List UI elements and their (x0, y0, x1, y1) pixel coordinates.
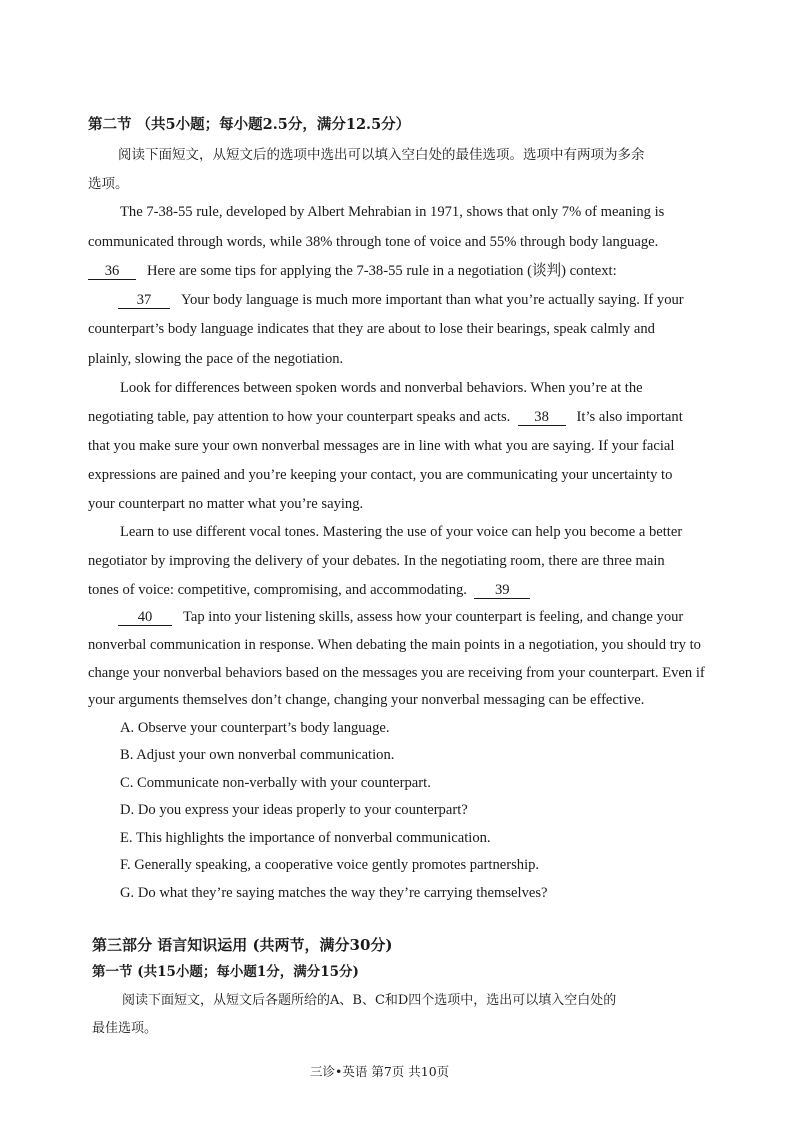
passage-line: your arguments themselves don’t change, changing your nonverbal messaging can be effective. (88, 692, 645, 708)
passage-line: plainly, slowing the pace of the negotiation. (88, 351, 344, 367)
section2-instruction-line1: 阅读下面短文，从短文后的选项中选出可以填入空白处的最佳选项。选项中有两项为多余 (118, 147, 645, 163)
option-e: E. This highlights the importance of nonverbal communication. (120, 830, 491, 846)
section2-instruction-line2: 选项。 (88, 176, 129, 192)
passage-line: expressions are pained and you’re keeping your contact, you are communicating your uncertainty to (88, 467, 673, 483)
passage-line-39 (88, 581, 530, 599)
blank-37: 37 (118, 292, 170, 309)
passage-line-38 (88, 408, 683, 426)
part3-instruction-line1: 阅读下面短文，从短文后各题所给的A、B、C和D四个选项中，选出可以填入空白处的 (122, 993, 617, 1008)
passage-line: negotiator by improving the delivery of your debates. In the negotiating room, there are three main (88, 553, 665, 569)
passage-line: nonverbal communication in response. When debating the main points in a negotiation, you should try to (88, 637, 701, 653)
passage-text: Your body language is much more important than what you’re actually saying. If your (180, 292, 684, 308)
section2-heading: 第二节 （共5小题；每小题2.5分，满分12.5分） (88, 116, 411, 133)
passage-text: Here are some tips for applying the 7-38-55 rule in a negotiation (谈判) context: (146, 263, 617, 279)
passage-line-36 (88, 262, 617, 280)
passage-text: tones of voice: competitive, compromising, and accommodating. (88, 582, 467, 598)
part3-instruction-line2: 最佳选项。 (92, 1021, 158, 1036)
passage-line: that you make sure your own nonverbal messages are in line with what you are saying. If your facial (88, 438, 675, 454)
passage-text: It’s also important (576, 409, 683, 425)
passage-line-37 (118, 291, 684, 309)
passage-line-40 (118, 608, 683, 626)
page-footer: 三诊•英语 第7页 共10页 (310, 1064, 450, 1079)
passage-text: Tap into your listening skills, assess how your counterpart is feeling, and change your (182, 609, 684, 625)
part3-heading: 第三部分 语言知识运用 (共两节，满分30分) (92, 936, 393, 954)
option-c: C. Communicate non-verbally with your counterpart. (120, 775, 431, 791)
option-f: F. Generally speaking, a cooperative voice gently promotes partnership. (120, 857, 540, 873)
passage-line: your counterpart no matter what you’re saying. (88, 496, 364, 512)
option-d: D. Do you express your ideas properly to your counterpart? (120, 802, 468, 818)
blank-38: 38 (518, 409, 566, 426)
blank-40: 40 (118, 609, 172, 626)
passage-line: change your nonverbal behaviors based on the messages you are receiving from your counterpart. Even if (88, 665, 705, 681)
passage-line: The 7-38-55 rule, developed by Albert Mehrabian in 1971, shows that only 7% of meaning is (120, 204, 665, 220)
passage-line: Learn to use different vocal tones. Mastering the use of your voice can help you become a better (120, 524, 683, 540)
passage-line: Look for differences between spoken words and nonverbal behaviors. When you’re at the (120, 380, 643, 396)
passage-text: negotiating table, pay attention to how your counterpart speaks and acts. (88, 409, 511, 425)
passage-line: communicated through words, while 38% through tone of voice and 55% through body language. (88, 234, 659, 250)
option-a: A. Observe your counterpart’s body language. (120, 720, 390, 736)
passage-line: counterpart’s body language indicates that they are about to lose their bearings, speak calmly and (88, 321, 655, 337)
blank-36: 36 (88, 263, 136, 280)
option-g: G. Do what they’re saying matches the way they’re carrying themselves? (120, 885, 548, 901)
part3-section1-heading: 第一节 (共15小题；每小题1分，满分15分) (92, 964, 359, 980)
blank-39: 39 (474, 582, 530, 599)
option-b: B. Adjust your own nonverbal communication. (120, 747, 395, 763)
